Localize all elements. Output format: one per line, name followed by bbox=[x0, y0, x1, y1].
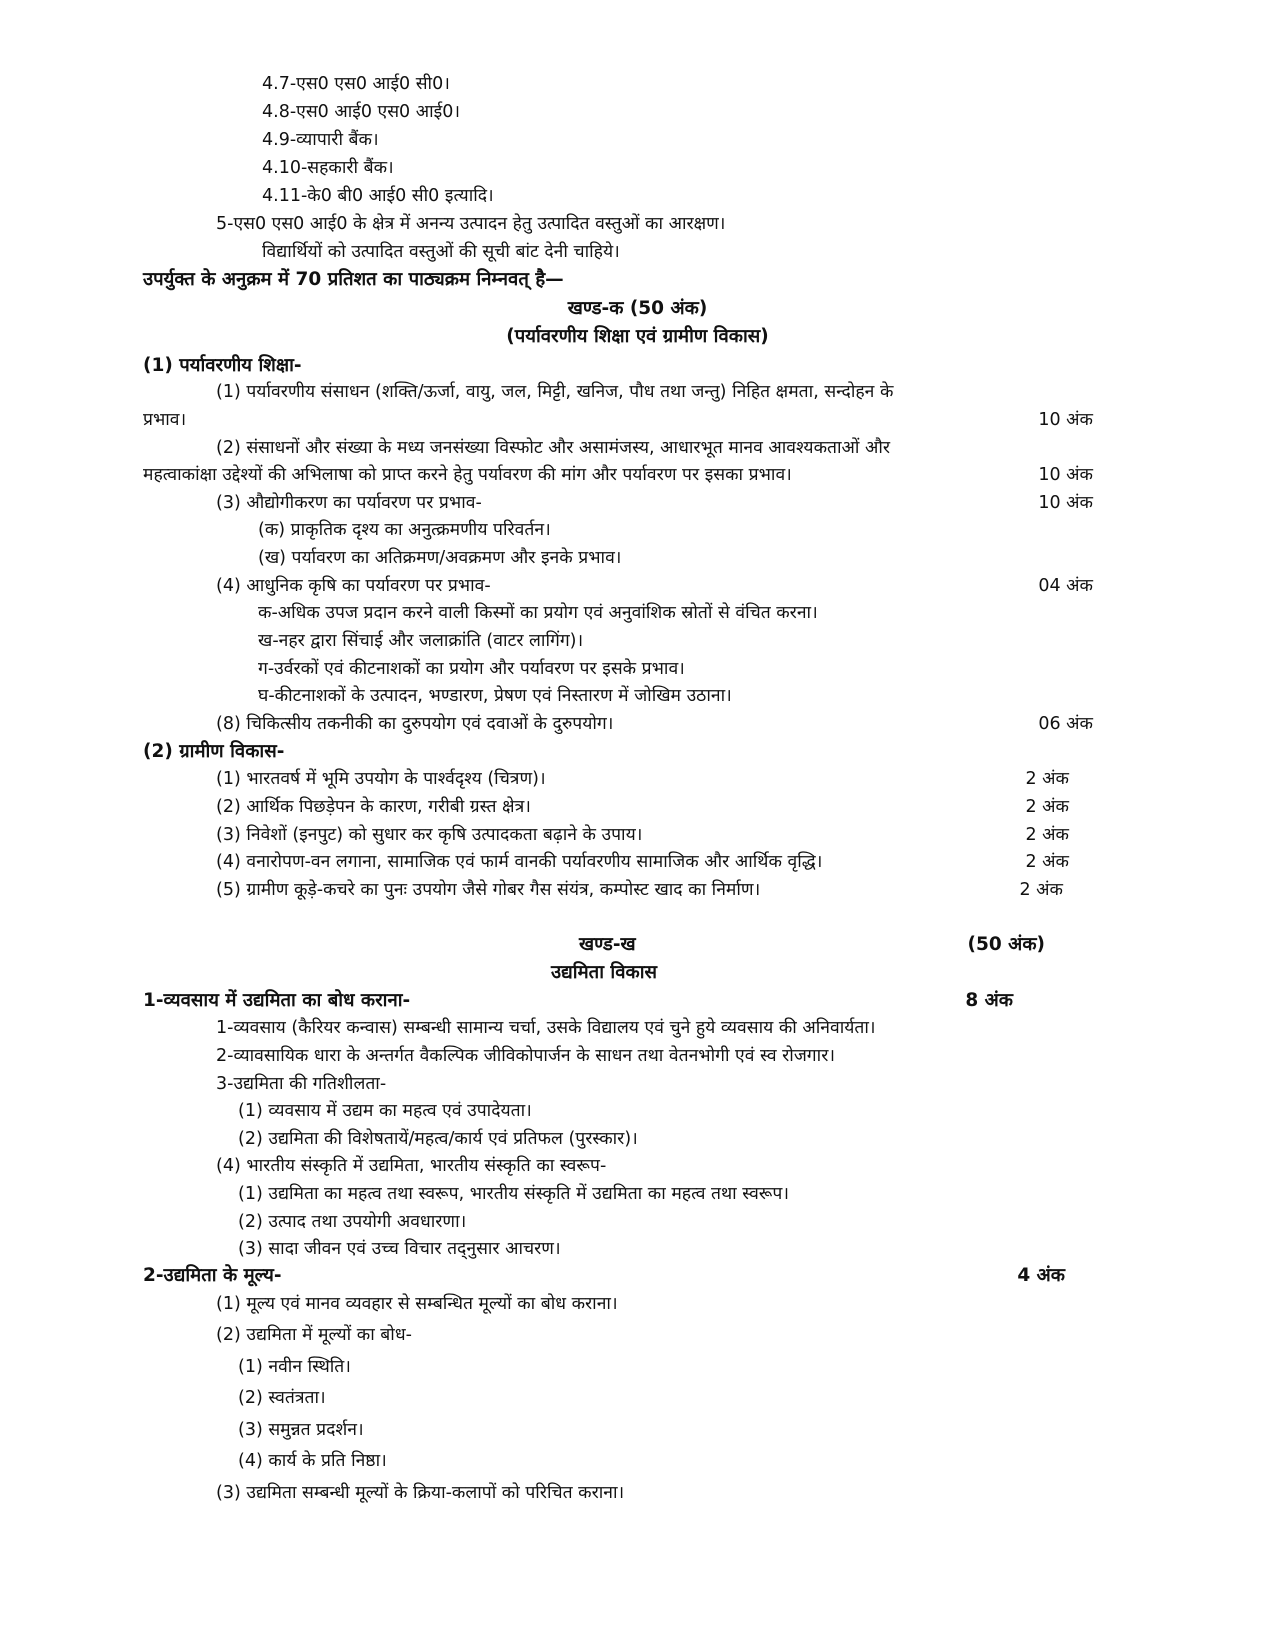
rural-item-5: (5) ग्रामीण कूड़े-कचरे का पुनः उपयोग जैसे गोबर गैस संयंत्र, कम्पोस्ट खाद का निर्माण। bbox=[216, 880, 761, 900]
section-a-subtitle: (पर्यावरणीय शिक्षा एवं ग्रामीण विकास) bbox=[506, 326, 769, 347]
rural-item-4: (4) वनारोपण-वन लगाना, सामाजिक एवं फार्म वानकी पर्यावरणीय सामाजिक और आर्थिक वृद्धि। bbox=[216, 852, 823, 872]
list-item-4-9: 4.9-व्यापारी बैंक। bbox=[262, 130, 379, 150]
s1-item-4-2: (2) उत्पाद तथा उपयोगी अवधारणा। bbox=[238, 1212, 467, 1232]
env-item-2-marks: 10 अंक bbox=[1038, 465, 1093, 485]
rural-item-2-marks: 2 अंक bbox=[1025, 797, 1069, 817]
section-a-title: खण्ड-क (50 अंक) bbox=[567, 298, 708, 319]
env-item-4-c: ग-उर्वरकों एवं कीटनाशकों का प्रयोग और पर्यावरण पर इसके प्रभाव। bbox=[258, 659, 685, 679]
list-item-4-8: 4.8-एस0 आई0 एस0 आई0। bbox=[262, 102, 460, 122]
env-item-4-a: क-अधिक उपज प्रदान करने वाली किस्मों का प्रयोग एवं अनुवांशिक स्रोतों से वंचित करना। bbox=[258, 603, 818, 623]
env-item-1-marks: 10 अंक bbox=[1038, 410, 1093, 430]
list-item-5-line1: 5-एस0 एस0 आई0 के क्षेत्र में अनन्य उत्पादन हेतु उत्पादित वस्तुओं का आरक्षण। bbox=[216, 214, 726, 234]
env-item-3-marks: 10 अंक bbox=[1038, 493, 1093, 513]
env-item-3: (3) औद्योगीकरण का पर्यावरण पर प्रभाव- bbox=[216, 493, 482, 513]
env-item-1-line1: (1) पर्यावरणीय संसाधन (शक्ति/ऊर्जा, वायु, जल, मिट्टी, खनिज, पौध तथा जन्तु) निहित क्षमता, सन्दोहन के bbox=[216, 382, 894, 402]
env-item-4: (4) आधुनिक कृषि का पर्यावरण पर प्रभाव- bbox=[216, 576, 491, 596]
env-item-2-line2: महत्वाकांक्षा उद्देश्यों की अभिलाषा को प्राप्त करने हेतु पर्यावरण की मांग और पर्यावरण पर इसका प्रभाव। bbox=[143, 465, 792, 485]
env-item-3-b: (ख) पर्यावरण का अतिक्रमण/अवक्रमण और इनके प्रभाव। bbox=[258, 548, 622, 568]
intro-heading: उपर्युक्त के अनुक्रम में 70 प्रतिशत का पाठ्यक्रम निम्नवत् है— bbox=[143, 269, 564, 290]
env-item-2-line1: (2) संसाधनों और संख्या के मध्य जनसंख्या विस्फोट और असामंजस्य, आधारभूत मानव आवश्यकताओं और bbox=[216, 438, 891, 458]
rural-item-3-marks: 2 अंक bbox=[1025, 825, 1069, 845]
section-b-title: खण्ड-ख bbox=[579, 934, 636, 955]
section-b-marks: (50 अंक) bbox=[967, 934, 1045, 955]
env-item-4-marks: 04 अंक bbox=[1038, 576, 1093, 596]
s1-item-3-2: (2) उद्यमिता की विशेषतायें/महत्व/कार्य एवं प्रतिफल (पुरस्कार)। bbox=[238, 1129, 638, 1149]
s2-item-3: (3) उद्यमिता सम्बन्धी मूल्यों के क्रिया-कलापों को परिचित कराना। bbox=[216, 1483, 625, 1503]
entrepreneurship-awareness-marks: 8 अंक bbox=[965, 990, 1013, 1011]
list-item-5-line2: विद्यार्थियों को उत्पादित वस्तुओं की सूची बांट देनी चाहिये। bbox=[262, 242, 620, 262]
s1-item-4: (4) भारतीय संस्कृति में उद्यमिता, भारतीय संस्कृति का स्वरूप- bbox=[216, 1156, 607, 1176]
section-b-subtitle: उद्यमिता विकास bbox=[551, 962, 658, 983]
env-item-8: (8) चिकित्सीय तकनीकी का दुरुपयोग एवं दवाओं के दुरुपयोग। bbox=[216, 714, 614, 734]
rural-item-1-marks: 2 अंक bbox=[1025, 769, 1069, 789]
env-item-3-a: (क) प्राकृतिक दृश्य का अनुत्क्रमणीय परिवर्तन। bbox=[258, 520, 551, 540]
list-item-4-10: 4.10-सहकारी बैंक। bbox=[262, 158, 394, 178]
s1-item-2: 2-व्यावसायिक धारा के अन्तर्गत वैकल्पिक जीविकोपार्जन के साधन तथा वेतनभोगी एवं स्व रोजगार। bbox=[216, 1046, 835, 1066]
s1-item-1: 1-व्यवसाय (कैरियर कन्वास) सम्बन्धी सामान्य चर्चा, उसके विद्यालय एवं चुने हुये व्यवसाय की अनिवार्यता। bbox=[216, 1018, 876, 1038]
rural-item-2: (2) आर्थिक पिछड़ेपन के कारण, गरीबी ग्रस्त क्षेत्र। bbox=[216, 797, 531, 817]
rural-item-1: (1) भारतवर्ष में भूमि उपयोग के पार्श्वदृश्य (चित्रण)। bbox=[216, 769, 546, 789]
list-item-4-7: 4.7-एस0 एस0 आई0 सी0। bbox=[262, 74, 450, 94]
rural-item-3: (3) निवेशों (इनपुट) को सुधार कर कृषि उत्पादकता बढ़ाने के उपाय। bbox=[216, 825, 643, 845]
s2-item-2-3: (3) समुन्नत प्रदर्शन। bbox=[238, 1420, 364, 1440]
rural-item-5-marks: 2 अंक bbox=[1019, 880, 1063, 900]
entrepreneurship-values-heading: 2-उद्यमिता के मूल्य- bbox=[143, 1265, 282, 1286]
s1-item-4-3: (3) सादा जीवन एवं उच्च विचार तद्नुसार आचरण। bbox=[238, 1239, 561, 1259]
env-item-4-d: घ-कीटनाशकों के उत्पादन, भण्डारण, प्रेषण एवं निस्तारण में जोखिम उठाना। bbox=[258, 686, 732, 706]
env-item-8-marks: 06 अंक bbox=[1038, 714, 1093, 734]
entrepreneurship-values-marks: 4 अंक bbox=[1017, 1265, 1065, 1286]
s1-item-3: 3-उद्यमिता की गतिशीलता- bbox=[216, 1074, 387, 1094]
s2-item-2-2: (2) स्वतंत्रता। bbox=[238, 1388, 326, 1408]
s1-item-4-1: (1) उद्यमिता का महत्व तथा स्वरूप, भारतीय संस्कृति में उद्यमिता का महत्व तथा स्वरूप। bbox=[238, 1184, 789, 1204]
rural-item-4-marks: 2 अंक bbox=[1025, 852, 1069, 872]
env-item-1-line2: प्रभाव। bbox=[143, 410, 187, 430]
s2-item-2: (2) उद्यमिता में मूल्यों का बोध- bbox=[216, 1325, 412, 1345]
env-item-4-b: ख-नहर द्वारा सिंचाई और जलाक्रांति (वाटर लागिंग)। bbox=[258, 631, 584, 651]
s2-item-2-4: (4) कार्य के प्रति निष्ठा। bbox=[238, 1451, 387, 1471]
s1-item-3-1: (1) व्यवसाय में उद्यम का महत्व एवं उपादेयता। bbox=[238, 1101, 532, 1121]
s2-item-2-1: (1) नवीन स्थिति। bbox=[238, 1357, 351, 1377]
list-item-4-11: 4.11-के0 बी0 आई0 सी0 इत्यादि। bbox=[262, 186, 494, 206]
rural-development-heading: (2) ग्रामीण विकास- bbox=[143, 741, 285, 762]
env-education-heading: (1) पर्यावरणीय शिक्षा- bbox=[143, 355, 302, 376]
s2-item-1: (1) मूल्य एवं मानव व्यवहार से सम्बन्धित मूल्यों का बोध कराना। bbox=[216, 1294, 618, 1314]
entrepreneurship-awareness-heading: 1-व्यवसाय में उद्यमिता का बोध कराना- bbox=[143, 990, 411, 1011]
